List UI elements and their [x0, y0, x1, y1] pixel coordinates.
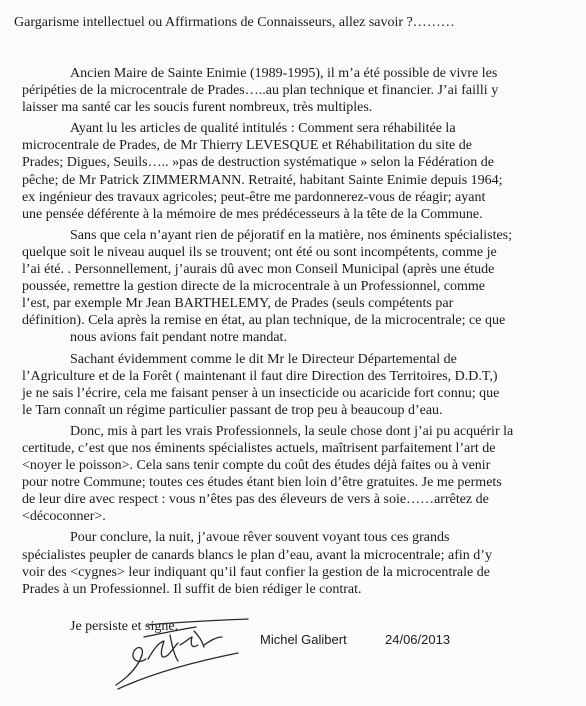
text-line: une pensée déférente à la mémoire de mes prédécesseurs à la tête de la Commune.: [22, 206, 483, 222]
text-line: certitude, c’est que nos éminents spécialistes actuels, maîtrisent parfaitement l’art de: [22, 440, 496, 456]
text-line: Ancien Maire de Sainte Enimie (1989-1995), il m’a été possible de vivre les: [70, 66, 498, 81]
letter-title: Gargarisme intellectuel ou Affirmations de Connaisseurs, allez savoir ?………: [14, 15, 455, 30]
text-line: de leur dire avec respect : vous n’êtes pas des éleveurs de vers à soie……arrêtez de: [22, 492, 489, 508]
text-line: péripéties de la microcentrale de Prades…..au plan technique et financier. J’ai failli y: [22, 83, 499, 99]
letter-body: [22, 65, 578, 602]
text-line: Donc, mis à part les vrais Professionnels, la seule chose dont j’ai pu acquérir la: [70, 423, 514, 439]
paragraph-5: [22, 423, 578, 526]
text-line: pêche; de Mr Patrick ZIMMERMANN. Retraité, habitant Sainte Enimie depuis 1964;: [22, 172, 503, 188]
text-line: pour notre Commune; toutes ces études étant bien loin d’être gratuites. Je me permets: [22, 475, 502, 491]
signature-date: 24/06/2013: [385, 632, 451, 647]
text-line: voir des <cygnes> leur indiquant qu’il faut confier la gestion de la microcentrale de: [22, 564, 490, 580]
text-line: Prades à un Professionnel. Il suffit de bien rédiger le contrat.: [22, 581, 362, 597]
signer-name: Michel Galibert: [260, 632, 347, 647]
text-line: Ayant lu les articles de qualité intitulés : Comment sera réhabilitée la: [70, 121, 456, 137]
paragraph-6: [22, 529, 578, 597]
paragraph-2: [22, 120, 578, 223]
paragraph-4: [22, 351, 578, 419]
text-line: <noyer le poisson>. Cela sans tenir compte du coût des études déjà faites ou à venir: [22, 458, 491, 474]
text-line: ex ingénieur des travaux agricoles; peut-être me pardonnerez-vous de réagir; ayant: [22, 189, 486, 205]
paragraph-3: [22, 227, 578, 347]
text-line: définition). Cela après la remise en état, au plan technique, de la microcentrale; ce que: [22, 313, 506, 329]
text-line: Prades; Digues, Seuils….. »pas de destruction systématique » selon la Fédération de: [22, 155, 495, 171]
handwritten-signature: [108, 615, 268, 695]
text-line: Pour conclure, la nuit, j’avoue rêver souvent voyant tous ces grands: [70, 530, 450, 546]
text-line: <décoconner>.: [22, 509, 106, 525]
text-line: Sans que cela n’ayant rien de péjoratif en la matière, nos éminents spécialistes;: [70, 227, 513, 243]
text-line: nous avions fait pendant notre mandat.: [70, 330, 287, 346]
text-line: le Tarn connaît un régime particulier passant de trop peu à beaucoup d’eau.: [22, 402, 443, 418]
text-line: je ne sais l’écrire, cela me faisant penser à un insecticide ou acaricide fort connu; que: [22, 385, 500, 401]
text-line: spécialistes peupler de canards blancs le plan d’eau, avant la microcentrale; afin d’y: [22, 547, 492, 563]
text-line: l’ai été. . Personnellement, j’aurais dû avec mon Conseil Municipal (après une étude: [22, 262, 495, 278]
text-line: quelque soit le niveau auquel ils se trouvent; ont été ou sont incompétents, comme je: [22, 244, 497, 260]
text-line: l’Agriculture et de la Forêt ( maintenant il faut dire Direction des Territoires, D.D.T,): [22, 368, 498, 384]
text-line: l’est, par exemple Mr Jean BARTHELEMY, de Prades (seuls compétents par: [22, 296, 454, 312]
text-line: Sachant évidemment comme le dit Mr le Directeur Départemental de: [70, 351, 457, 367]
text-line: microcentrale de Prades, de Mr Thierry LEVESQUE et Réhabilitation du site de: [22, 138, 472, 154]
paragraph-1: [22, 65, 578, 116]
text-line: poussée, remettre la gestion directe de la microcentrale à un Professionnel, comme: [22, 279, 485, 295]
signoff-text: Je persiste et signe.: [70, 619, 179, 634]
text-line: laisser ma santé car les soucis furent nombreux, très multiples.: [22, 100, 373, 116]
